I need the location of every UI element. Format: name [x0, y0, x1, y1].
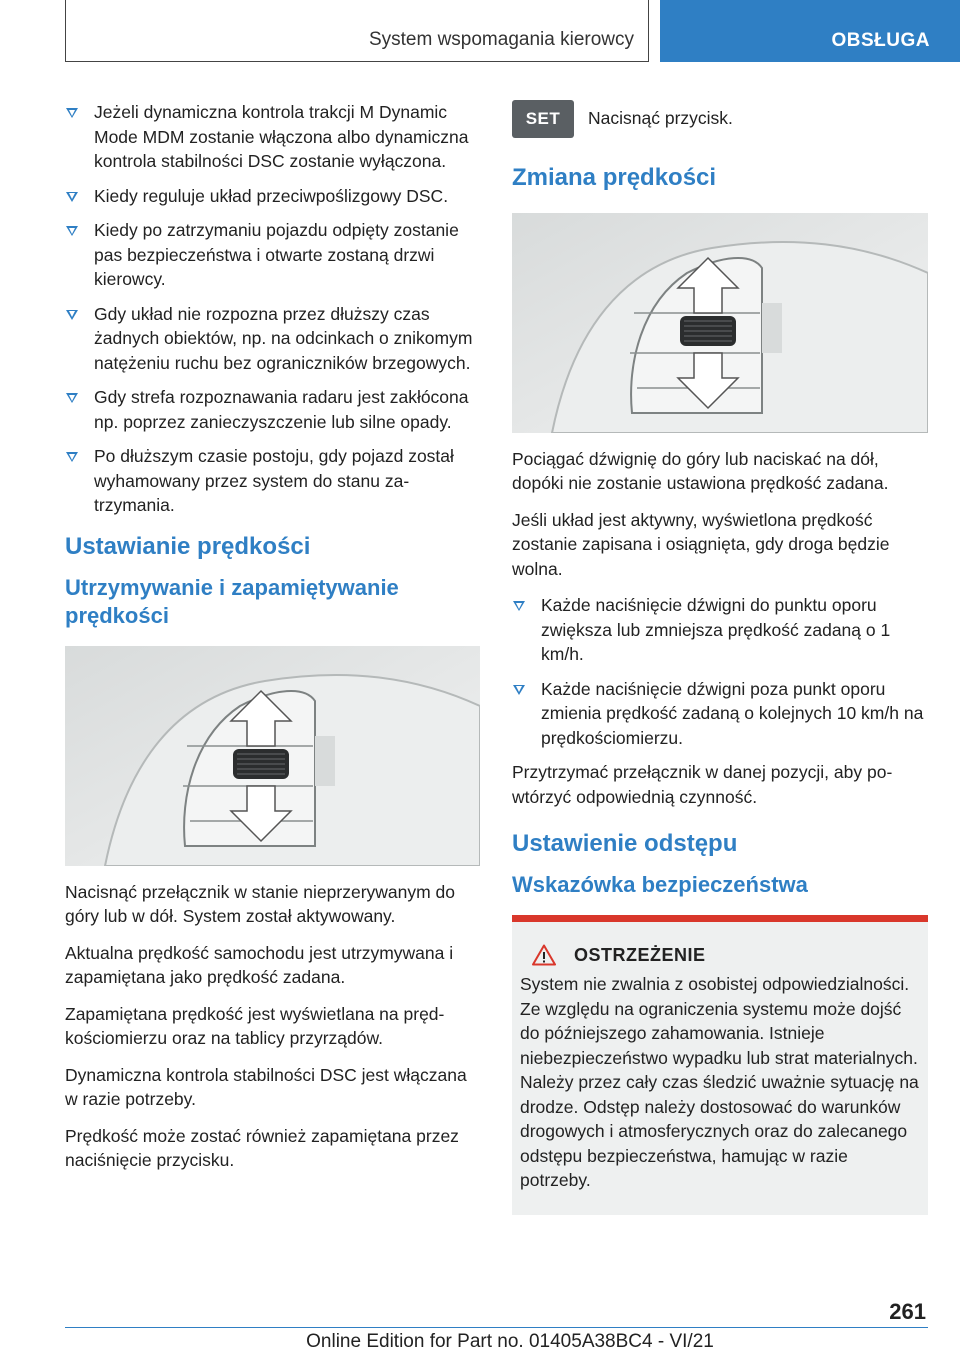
warning-box [512, 915, 928, 1215]
footer-divider [65, 1327, 928, 1328]
section-tab-label: OBSŁUGA [831, 30, 930, 51]
list-item: Kiedy reguluje układ przeciwpoślizgowy DSC. [65, 184, 480, 209]
header-title: System wspomagania kierowcy [368, 29, 634, 50]
list-item: Gdy układ nie rozpozna przez dłuższy czas żadnych obiektów, np. na odcinkach o znikomym natężeniu ruchu bez ograniczników brzegowych. [65, 302, 480, 376]
warning-title: OSTRZEŻENIE [574, 944, 706, 965]
paragraph: Zapamiętana prędkość jest wyświetlana na prędkościomierzu oraz na tablicy przyrządów. [65, 1003, 445, 1048]
paragraph: Aktualna prędkość samochodu jest utrzymywana i zapamiętana jako prędkość zadana. [65, 942, 454, 987]
subsection-heading: Utrzymywanie i zapamiętywanie prędkości [65, 574, 399, 628]
list-item: Gdy strefa rozpoznawania radaru jest zakłócona np. poprzez zanieczyszczenie lub silne opady. [65, 385, 480, 434]
paragraph: Nacisnąć przełącznik w stanie nieprzerywanym do góry lub w dół. System został aktywowany. [65, 881, 456, 926]
warning-text: System nie zwalnia z osobistej odpowiedzialności. Ze względu na ograniczenia systemu może dojść do późniejszego zahamowania. Istnieje niebezpieczeństwo wypadku lub strat materialnych. Należy przez cały czas śledzić uważnie sytuację na drodze. Odstęp należy dostosować do warunków drogowych i atmosferycznych oraz do zalecanego odstępu bezpieczeństwa, hamując w razie potrzeby. [520, 974, 919, 1190]
paragraph: Dynamiczna kontrola stabilności DSC jest włączana w razie potrzeby. [65, 1064, 467, 1109]
steering-wheel-illustration-icon [65, 646, 480, 866]
right-column [512, 100, 928, 1215]
deactivation-list [65, 100, 480, 518]
triangle-bullet-icon [513, 685, 525, 695]
triangle-bullet-icon [66, 192, 78, 202]
page-number: 261 [889, 1299, 926, 1324]
left-column [65, 100, 480, 1185]
paragraph: Pociągać dźwignię do góry lub naciskać na dół, dopóki nie zostanie ustawiona prędkość zadana. [512, 448, 889, 493]
list-item: Każde naciśnięcie dźwigni do punktu oporu zwiększa lub zmniejsza prędkość zadaną o 1 km/h. [512, 593, 928, 667]
steering-wheel-illustration-icon [512, 213, 928, 433]
speed-step-list [512, 593, 928, 750]
header-box [65, 0, 649, 62]
warning-header [520, 944, 920, 966]
paragraph: Przytrzymać przełącznik w danej pozycji, aby powtórzyć odpowiednią czynność. [512, 762, 893, 807]
paragraph: Prędkość może zostać również zapamiętana przez naciśnięcie przycisku. [65, 1125, 459, 1170]
set-text: Nacisnąć przycisk. [588, 108, 733, 128]
triangle-bullet-icon [66, 226, 78, 236]
set-button-label: SET [525, 109, 561, 128]
triangle-bullet-icon [66, 393, 78, 403]
list-item: Każde naciśnięcie dźwigni poza punkt oporu zmienia prędkość zadaną o kolejnych 10 km/h na prędkościomierzu. [512, 677, 928, 751]
section-tab[interactable] [660, 0, 960, 62]
list-item: Po dłuższym czasie postoju, gdy pojazd został wyhamowany przez system do stanu zatrzymania. [65, 444, 480, 518]
section-heading: Ustawianie prędkości [65, 532, 311, 560]
triangle-bullet-icon [66, 310, 78, 320]
triangle-bullet-icon [513, 601, 525, 611]
speed-change-switch-photo [512, 213, 928, 433]
list-item: Kiedy po zatrzymaniu pojazdu odpięty zostanie pas bezpieczeństwa i otwarte zostaną drzwi kierowcy. [65, 218, 480, 292]
section-heading: Zmiana prędkości [512, 163, 717, 191]
steering-wheel-switch-photo [65, 646, 480, 866]
set-instruction [512, 100, 928, 143]
subsection-heading: Wskazówka bezpieczeństwa [512, 872, 808, 897]
set-button-icon [512, 100, 574, 138]
triangle-bullet-icon [66, 452, 78, 462]
paragraph: Jeśli układ jest aktywny, wyświetlona prędkość zostanie zapisana i osiągnięta, gdy droga będzie wolna. [512, 509, 890, 579]
section-heading: Ustawienie odstępu [512, 830, 738, 857]
footer-edition: Online Edition for Part no. 01405A38BC4 - VI/21 [306, 1331, 714, 1352]
list-item: Jeżeli dynamiczna kontrola trakcji M Dynamic Mode MDM zostanie włączona albo dynamiczna kontrola stabilności DSC zostanie wyłączona. [65, 100, 480, 174]
triangle-bullet-icon [66, 108, 78, 118]
warning-triangle-icon [532, 944, 556, 966]
